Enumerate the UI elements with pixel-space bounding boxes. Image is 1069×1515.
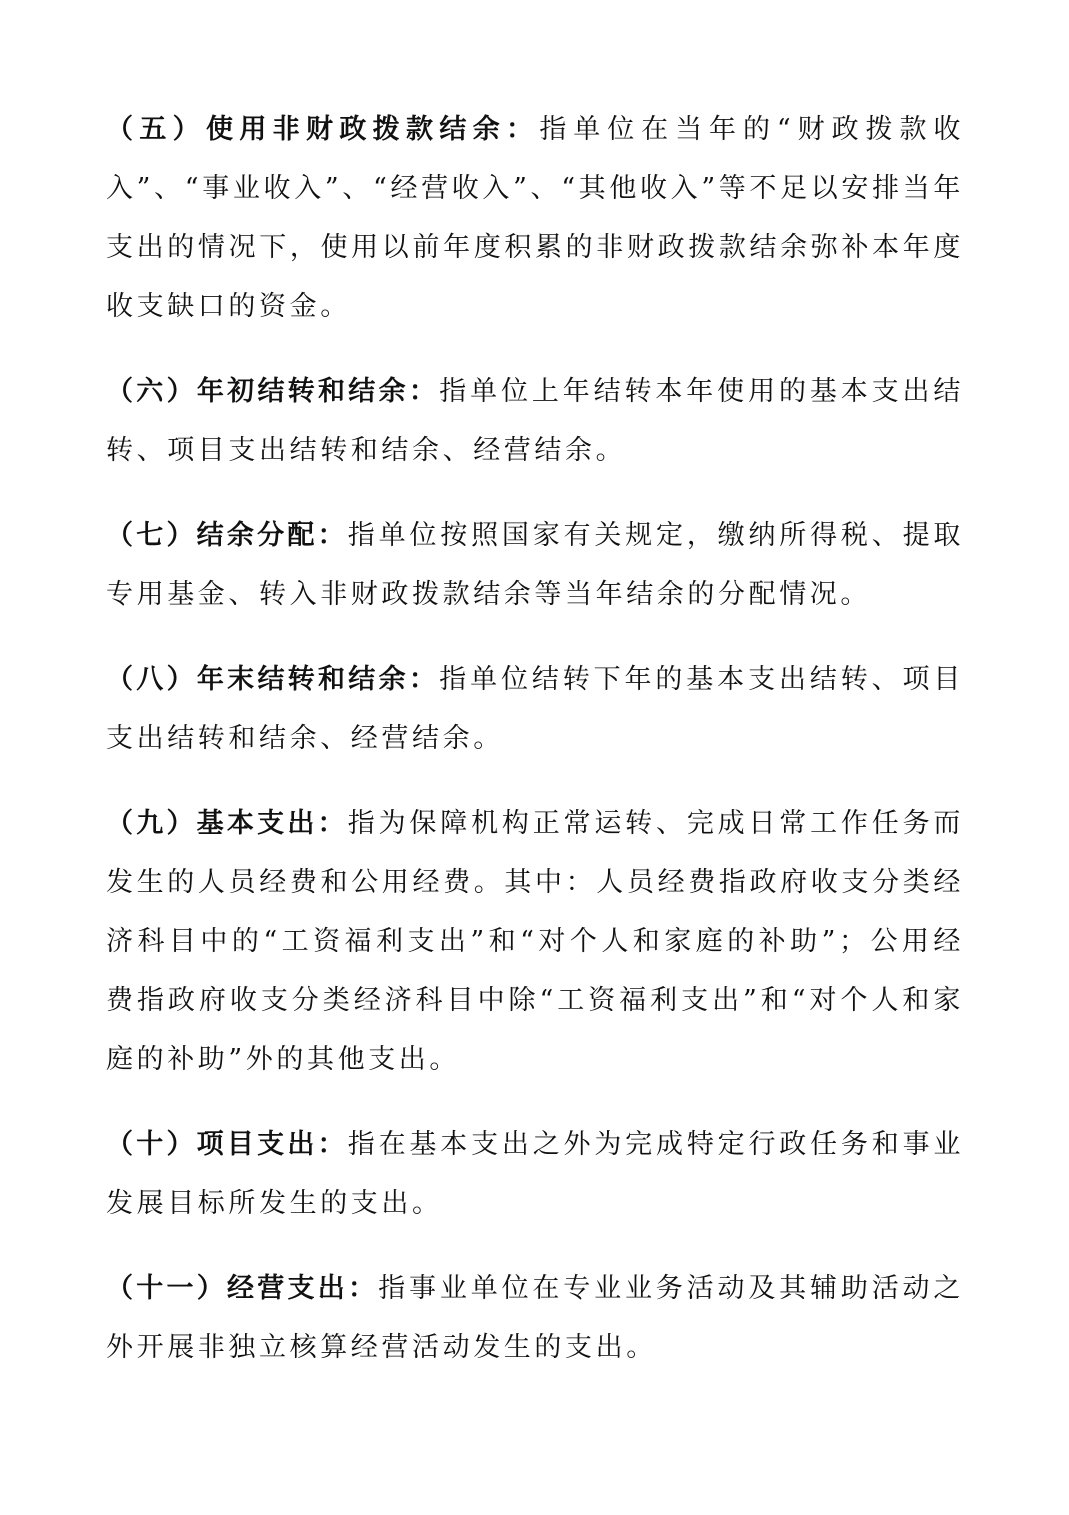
paragraph-heading: （七）结余分配： bbox=[106, 520, 348, 551]
paragraph-text: 指单位按照国家有关规定，缴纳所得税、提取专用基金、转入非财政拨款结余等当年结余的分配情况。 bbox=[106, 520, 965, 610]
paragraph-9 bbox=[106, 794, 964, 1089]
paragraph-heading: （八）年末结转和结余： bbox=[106, 664, 440, 695]
paragraph-5 bbox=[106, 100, 964, 336]
paragraph-text: 指单位上年结转本年使用的基本支出结转、项目支出结转和结余、经营结余。 bbox=[106, 376, 965, 466]
paragraph-8 bbox=[106, 650, 964, 768]
document-page bbox=[106, 100, 964, 1403]
paragraph-text: 指在基本支出之外为完成特定行政任务和事业发展目标所发生的支出。 bbox=[106, 1129, 965, 1219]
paragraph-7 bbox=[106, 506, 964, 624]
paragraph-text: 指单位在当年的“财政拨款收入”、“事业收入”、“经营收入”、“其他收入”等不足以安排当年支出的情况下，使用以前年度积累的非财政拨款结余弥补本年度收支缺口的资金。 bbox=[106, 114, 965, 322]
paragraph-text: 指为保障机构正常运转、完成日常工作任务而发生的人员经费和公用经费。其中：人员经费指政府收支分类经济科目中的“工资福利支出”和“对个人和家庭的补助”；公用经费指政府收支分类经济科目中除“工资福利支出”和“对个人和家庭的补助”外的其他支出。 bbox=[106, 808, 965, 1075]
paragraph-6 bbox=[106, 362, 964, 480]
paragraph-heading: （十一）经营支出： bbox=[106, 1273, 379, 1304]
paragraph-heading: （六）年初结转和结余： bbox=[106, 376, 440, 407]
paragraph-heading: （五）使用非财政拨款结余： bbox=[106, 114, 540, 145]
paragraph-11 bbox=[106, 1259, 964, 1377]
paragraph-text: 指单位结转下年的基本支出结转、项目支出结转和结余、经营结余。 bbox=[106, 664, 965, 754]
paragraph-text: 指事业单位在专业业务活动及其辅助活动之外开展非独立核算经营活动发生的支出。 bbox=[106, 1273, 964, 1363]
paragraph-heading: （九）基本支出： bbox=[106, 808, 348, 839]
paragraph-10 bbox=[106, 1115, 964, 1233]
paragraph-heading: （十）项目支出： bbox=[106, 1129, 348, 1160]
